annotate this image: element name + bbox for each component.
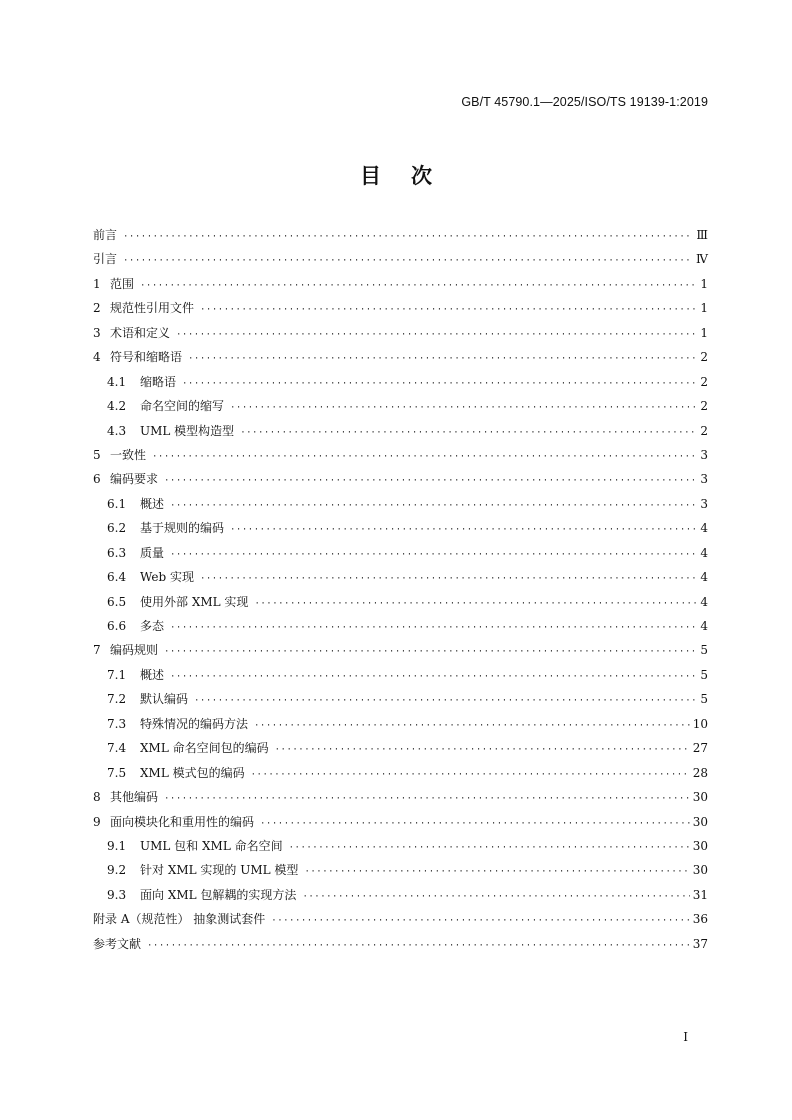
toc-entry-page: 4 (700, 521, 708, 536)
toc-entry-number: 5 (93, 447, 101, 462)
dot-leader (147, 938, 690, 954)
toc-entry[interactable] (93, 276, 708, 300)
toc-entry[interactable] (93, 862, 708, 886)
dot-leader (164, 791, 690, 807)
toc-entry-number: 4.1 (107, 374, 127, 389)
toc-entry-page: 4 (700, 545, 708, 560)
toc-entry[interactable] (93, 887, 708, 911)
toc-entry-page: 5 (700, 643, 708, 658)
toc-entry-label: 多态 (140, 619, 165, 633)
toc-entry[interactable] (93, 447, 708, 471)
toc-entry-number: 7.1 (107, 667, 127, 682)
toc-entry-page: 30 (692, 838, 708, 853)
dot-leader (123, 253, 693, 269)
dot-leader (240, 425, 697, 441)
toc-entry-label: 面向模块化和重用性的编码 (110, 814, 255, 829)
toc-entry[interactable] (93, 642, 708, 666)
dot-leader (289, 840, 690, 856)
toc-entry-page: Ⅲ (696, 228, 708, 242)
toc-entry-page: 10 (692, 716, 708, 731)
toc-entry[interactable] (93, 594, 708, 618)
toc-entry-number: 7.3 (107, 716, 127, 731)
toc-entry[interactable] (93, 227, 708, 251)
toc-entry-label: Web 实现 (140, 570, 194, 585)
dot-leader (194, 693, 697, 709)
toc-entry[interactable] (93, 496, 708, 520)
toc-entry-page: 31 (692, 887, 708, 902)
toc-entry-label: 一致性 (110, 447, 147, 462)
toc-entry[interactable] (93, 838, 708, 862)
toc-entry-label: 概述 (140, 667, 165, 682)
dot-leader (254, 596, 697, 612)
toc-entry[interactable] (93, 471, 708, 495)
toc-entry-number: 6.1 (107, 496, 127, 511)
toc-entry-page: 5 (700, 667, 708, 682)
toc-entry-label: 前言 (93, 228, 118, 242)
toc-entry-number: 7.2 (107, 692, 127, 707)
toc-entry[interactable] (93, 545, 708, 569)
toc-entry-label: 面向 XML 包解耦的实现方法 (140, 887, 297, 902)
toc-entry-page: 27 (692, 741, 708, 756)
toc-entry-label: 参考文献 (93, 936, 142, 951)
dot-leader (188, 351, 697, 367)
dot-leader (176, 327, 697, 343)
dot-leader (275, 742, 690, 758)
toc-entry[interactable] (93, 520, 708, 544)
toc-entry-page: 4 (700, 570, 708, 585)
toc-entry-number: 7.5 (107, 765, 127, 780)
toc-entry-number: 3 (93, 325, 101, 340)
toc-entry-label: 编码规则 (110, 643, 159, 658)
toc-entry-page: Ⅳ (696, 252, 708, 267)
standard-header: GB/T 45790.1—2025/ISO/TS 19139-1:2019 (461, 95, 708, 109)
dot-leader (254, 718, 690, 734)
toc-entry-page: 28 (692, 765, 708, 780)
dot-leader (170, 620, 697, 636)
dot-leader (260, 816, 690, 832)
toc-entry-number: 9 (93, 814, 101, 829)
dot-leader (123, 229, 693, 245)
toc-entry-page: 4 (700, 619, 708, 633)
toc-entry-number: 2 (93, 301, 101, 316)
toc-entry-page: 5 (700, 692, 708, 707)
toc-entry[interactable] (93, 569, 708, 593)
toc-entry-page: 2 (700, 399, 708, 414)
toc-entry-label: 范围 (110, 276, 135, 291)
toc-entry-page: 1 (700, 301, 708, 316)
toc-entry[interactable] (93, 911, 708, 935)
toc-entry[interactable] (93, 667, 708, 691)
toc-entry-number: 9.2 (107, 863, 127, 878)
dot-leader (230, 400, 697, 416)
toc-entry[interactable] (93, 423, 708, 447)
toc-entry-page: 3 (700, 496, 708, 511)
toc-entry-label: UML 包和 XML 命名空间 (140, 838, 283, 853)
dot-leader (140, 278, 697, 294)
toc-entry[interactable] (93, 349, 708, 373)
toc-entry-label: 针对 XML 实现的 UML 模型 (140, 863, 299, 878)
toc-entry-page: 2 (700, 350, 708, 365)
toc-entry[interactable] (93, 618, 708, 642)
dot-leader (170, 498, 697, 514)
toc-entry-label: 特殊情况的编码方法 (140, 716, 249, 731)
toc-entry-number: 9.3 (107, 887, 127, 902)
toc-entry-page: 1 (700, 276, 708, 291)
toc-entry-number: 4.2 (107, 399, 127, 414)
dot-leader (271, 913, 689, 929)
table-of-contents (93, 227, 708, 960)
toc-entry-number: 4 (93, 350, 101, 365)
toc-entry-page: 2 (700, 374, 708, 389)
toc-entry-label: 概述 (140, 496, 165, 511)
toc-entry[interactable] (93, 765, 708, 789)
toc-entry[interactable] (93, 398, 708, 422)
dot-leader (304, 864, 689, 880)
toc-entry-page: 30 (692, 814, 708, 829)
toc-entry-number: 9.1 (107, 838, 127, 853)
toc-entry-label: 缩略语 (140, 374, 177, 389)
toc-entry[interactable] (93, 374, 708, 398)
toc-entry-number: 6.2 (107, 521, 127, 536)
dot-leader (170, 669, 697, 685)
toc-entry-page: 36 (692, 912, 708, 927)
dot-leader (230, 522, 697, 538)
toc-entry-number: 6.4 (107, 570, 127, 585)
toc-entry-label: XML 模式包的编码 (140, 765, 245, 780)
toc-entry[interactable] (93, 325, 708, 349)
toc-entry-page: 3 (700, 447, 708, 462)
toc-entry-number: 7 (93, 643, 101, 658)
page-title: 目次 (360, 164, 462, 188)
toc-entry-page: 1 (700, 325, 708, 340)
toc-entry[interactable] (93, 251, 708, 275)
toc-entry-page: 2 (700, 423, 708, 438)
toc-entry-number: 6.3 (107, 545, 127, 560)
toc-entry[interactable] (93, 740, 708, 764)
dot-leader (200, 571, 697, 587)
toc-entry[interactable] (93, 691, 708, 715)
toc-entry-page: 3 (700, 472, 708, 487)
toc-entry-number: 6.5 (107, 594, 127, 609)
toc-entry-number: 7.4 (107, 741, 127, 756)
dot-leader (182, 376, 697, 392)
toc-entry-label: 默认编码 (140, 692, 189, 707)
toc-entry-label: 质量 (140, 545, 165, 560)
toc-entry-page: 30 (692, 863, 708, 878)
toc-entry-number: 6.6 (107, 619, 127, 633)
toc-entry-label: UML 模型构造型 (140, 423, 235, 438)
dot-leader (170, 547, 697, 563)
toc-entry-label: 基于规则的编码 (140, 521, 225, 536)
toc-entry-label: 使用外部 XML 实现 (140, 594, 249, 609)
toc-entry-label: 其他编码 (110, 790, 159, 805)
toc-entry-page: 30 (692, 790, 708, 805)
toc-entry-number: 4.3 (107, 423, 127, 438)
toc-entry[interactable] (93, 814, 708, 838)
page-number: I (683, 1030, 688, 1044)
toc-entry-label: 术语和定义 (110, 325, 171, 340)
toc-entry-number: 6 (93, 472, 101, 487)
toc-entry-label: 引言 (93, 252, 118, 267)
dot-leader (200, 302, 697, 318)
toc-entry-label: 附录 A（规范性） 抽象测试套件 (93, 912, 266, 927)
toc-entry-page: 37 (692, 936, 708, 951)
dot-leader (164, 644, 697, 660)
toc-entry-page: 4 (700, 594, 708, 609)
toc-entry[interactable] (93, 789, 708, 813)
toc-entry-label: 编码要求 (110, 472, 159, 487)
toc-entry-number: 8 (93, 790, 101, 805)
toc-entry[interactable] (93, 716, 708, 740)
toc-entry[interactable] (93, 936, 708, 960)
toc-entry[interactable] (93, 300, 708, 324)
toc-entry-label: XML 命名空间包的编码 (140, 741, 269, 756)
toc-entry-label: 符号和缩略语 (110, 350, 183, 365)
toc-entry-label: 命名空间的缩写 (140, 399, 225, 414)
toc-entry-label: 规范性引用文件 (110, 301, 195, 316)
toc-entry-number: 1 (93, 276, 101, 291)
dot-leader (302, 889, 689, 905)
dot-leader (152, 449, 697, 465)
dot-leader (251, 767, 690, 783)
dot-leader (164, 473, 697, 489)
